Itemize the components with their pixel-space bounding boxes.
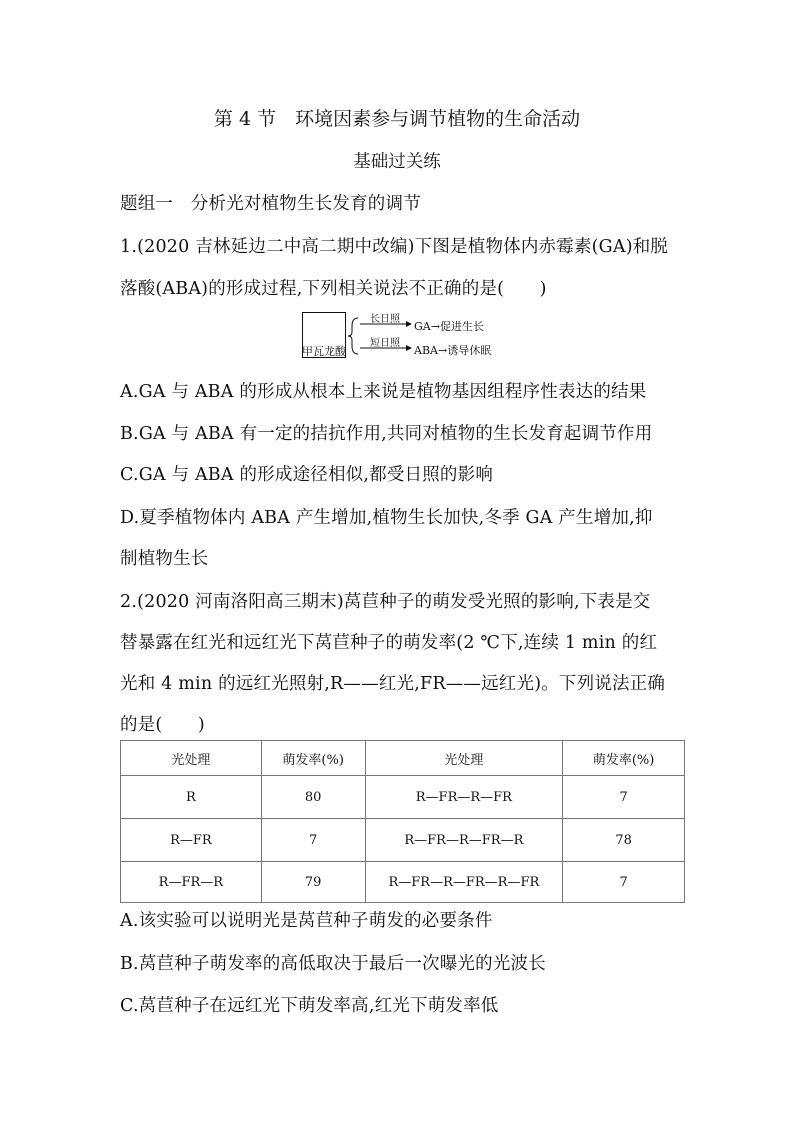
q1-option-a: A.GA 与 ABA 的形成从根本上来说是植物基因组程序性表达的结果: [120, 382, 647, 402]
q2-option-b: B.莴苣种子萌发率的高低取决于最后一次曝光的光波长: [120, 954, 546, 974]
source-label: 甲瓦龙酸: [302, 345, 346, 358]
q1-option-c: C.GA 与 ABA 的形成途径相似,都受日照的影响: [120, 465, 494, 485]
table-cell: 79: [261, 862, 365, 903]
table-header-cell: 光处理: [121, 741, 262, 776]
short-day-result: ABA→诱导休眠: [414, 344, 492, 357]
short-day-label: 短日照: [370, 338, 400, 349]
q1-option-d-line1: D.夏季植物体内 ABA 产生增加,植物生长加快,冬季 GA 产生增加,抑: [120, 508, 653, 528]
table-cell: R—FR—R—FR: [365, 776, 563, 819]
q2-option-c: C.莴苣种子在远红光下萌发率高,红光下萌发率低: [120, 996, 499, 1016]
table-row: [121, 862, 685, 903]
table-header-cell: 光处理: [365, 741, 563, 776]
q2-stem-line1: 2.(2020 河南洛阳高三期末)莴苣种子的萌发受光照的影响,下表是交: [120, 592, 651, 612]
page-title: 第 4 节 环境因素参与调节植物的生命活动: [213, 108, 581, 130]
table-cell: 7: [261, 819, 365, 862]
section-subtitle: 基础过关练: [353, 152, 441, 172]
q1-option-b: B.GA 与 ABA 有一定的拮抗作用,共同对植物的生长发育起调节作用: [120, 424, 653, 444]
table-cell: R—FR—R—FR—R—FR: [365, 862, 563, 903]
q1-stem-line2: 落酸(ABA)的形成过程,下列相关说法不正确的是( ): [120, 279, 547, 299]
long-day-arrowhead: [406, 321, 412, 327]
table-cell: 7: [563, 862, 685, 903]
table-row: [121, 819, 685, 862]
q2-stem-line3: 光和 4 min 的远红光照射,R——红光,FR——远红光)。下列说法正确: [120, 674, 666, 694]
q2-stem-line2: 替暴露在红光和远红光下莴苣种子的萌发率(2 ℃下,连续 1 min 的红: [120, 633, 658, 653]
table-cell: R—FR—R: [121, 862, 262, 903]
germination-table: [120, 740, 685, 903]
q2-option-a: A.该实验可以说明光是莴苣种子萌发的必要条件: [120, 911, 493, 931]
q1-stem-line1: 1.(2020 吉林延边二中高二期中改编)下图是植物体内赤霉素(GA)和脱: [120, 237, 669, 257]
table-cell: R—FR: [121, 819, 262, 862]
group-heading: 题组一 分析光对植物生长发育的调节: [120, 194, 421, 214]
q1-option-d-line2: 制植物生长: [120, 549, 209, 569]
table-cell: 78: [563, 819, 685, 862]
table-cell: 7: [563, 776, 685, 819]
table-header-cell: 萌发率(%): [563, 741, 685, 776]
q2-stem-line4: 的是( ): [120, 715, 205, 735]
table-header-cell: 萌发率(%): [261, 741, 365, 776]
long-day-result: GA→促进生长: [414, 320, 484, 333]
table-cell: 80: [261, 776, 365, 819]
table-cell: R—FR—R—FR—R: [365, 819, 563, 862]
table-header-row: [121, 741, 685, 776]
long-day-label: 长日照: [370, 314, 400, 325]
short-day-arrowhead: [406, 345, 412, 351]
table-row: [121, 776, 685, 819]
table-cell: R: [121, 776, 262, 819]
hormone-pathway-diagram: [302, 310, 502, 362]
brace-shape: [348, 318, 358, 354]
